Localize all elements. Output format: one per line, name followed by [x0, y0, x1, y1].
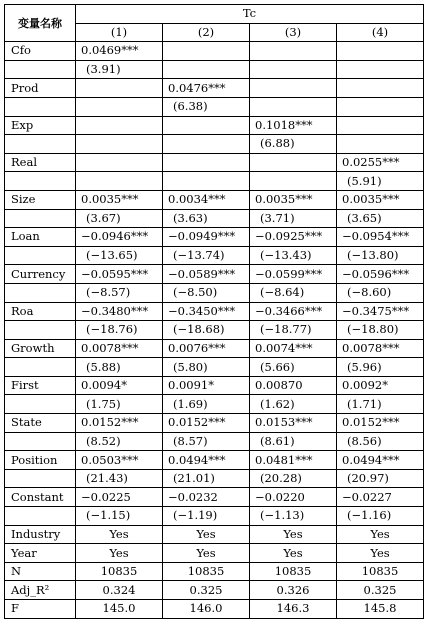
t-statistic-cell: (20.97) — [337, 469, 424, 488]
t-statistic-cell: (−1.15) — [76, 507, 163, 526]
coefficient-cell: 0.0152*** — [163, 414, 250, 433]
t-statistic-cell — [76, 97, 163, 116]
row-label: Industry — [5, 525, 76, 544]
coefficient-cell: −0.0220 — [250, 488, 337, 507]
t-statistic-cell: (8.61) — [250, 432, 337, 451]
t-statistic-cell — [76, 172, 163, 191]
coefficient-cell: 0.1018*** — [250, 116, 337, 135]
table-row — [5, 321, 424, 340]
row-label: Exp — [5, 116, 76, 135]
regression-table — [4, 4, 424, 619]
t-statistic-cell: (−13.65) — [76, 246, 163, 265]
table-row — [5, 172, 424, 191]
row-label: Cfo — [5, 42, 76, 61]
value-cell: 0.326 — [250, 581, 337, 600]
value-cell: Yes — [76, 544, 163, 563]
coefficient-cell: 0.0035*** — [337, 190, 424, 209]
column-header: (3) — [250, 23, 337, 42]
table-row — [5, 525, 424, 544]
t-statistic-cell: (−18.68) — [163, 321, 250, 340]
table-row — [5, 488, 424, 507]
table-row — [5, 469, 424, 488]
coefficient-cell: 0.0074*** — [250, 339, 337, 358]
row-label — [5, 507, 76, 526]
value-cell: Yes — [337, 544, 424, 563]
coefficient-cell: 0.0076*** — [163, 339, 250, 358]
row-label: Roa — [5, 302, 76, 321]
table-row — [5, 600, 424, 619]
header-row-dep-var — [5, 5, 424, 24]
value-cell: 145.8 — [337, 600, 424, 619]
row-label: Currency — [5, 265, 76, 284]
t-statistic-cell: (−18.77) — [250, 321, 337, 340]
coefficient-cell: −0.0232 — [163, 488, 250, 507]
t-statistic-cell: (8.57) — [163, 432, 250, 451]
variable-name-header: 变量名称 — [5, 5, 76, 42]
coefficient-cell: −0.0954*** — [337, 228, 424, 247]
value-cell: Yes — [250, 544, 337, 563]
t-statistic-cell: (3.71) — [250, 209, 337, 228]
row-label: N — [5, 562, 76, 581]
value-cell: 145.0 — [76, 600, 163, 619]
coefficient-cell — [76, 116, 163, 135]
t-statistic-cell: (5.91) — [337, 172, 424, 191]
coefficient-cell: −0.3475*** — [337, 302, 424, 321]
table-row — [5, 451, 424, 470]
t-statistic-cell: (6.88) — [250, 135, 337, 154]
row-label: Growth — [5, 339, 76, 358]
value-cell: Yes — [163, 544, 250, 563]
row-label — [5, 60, 76, 79]
coefficient-cell — [163, 153, 250, 172]
coefficient-cell: −0.0589*** — [163, 265, 250, 284]
coefficient-cell: −0.0949*** — [163, 228, 250, 247]
table-row — [5, 135, 424, 154]
coefficient-cell: 0.0255*** — [337, 153, 424, 172]
table-row — [5, 60, 424, 79]
coefficient-cell: 0.0503*** — [76, 451, 163, 470]
coefficient-cell — [76, 79, 163, 98]
t-statistic-cell: (6.38) — [163, 97, 250, 116]
table-row — [5, 246, 424, 265]
t-statistic-cell: (5.80) — [163, 358, 250, 377]
t-statistic-cell: (5.96) — [337, 358, 424, 377]
coefficient-cell: 0.0092* — [337, 376, 424, 395]
row-label — [5, 283, 76, 302]
t-statistic-cell: (−1.19) — [163, 507, 250, 526]
t-statistic-cell: (1.62) — [250, 395, 337, 414]
table-row — [5, 376, 424, 395]
t-statistic-cell — [250, 60, 337, 79]
table-row — [5, 190, 424, 209]
t-statistic-cell: (−8.64) — [250, 283, 337, 302]
value-cell: 10835 — [250, 562, 337, 581]
table-row — [5, 265, 424, 284]
table-row — [5, 97, 424, 116]
table-row — [5, 395, 424, 414]
row-label: Prod — [5, 79, 76, 98]
coefficient-cell: 0.0034*** — [163, 190, 250, 209]
t-statistic-cell: (5.66) — [250, 358, 337, 377]
row-label — [5, 172, 76, 191]
t-statistic-cell: (−8.50) — [163, 283, 250, 302]
value-cell: 0.325 — [163, 581, 250, 600]
coefficient-cell — [337, 116, 424, 135]
t-statistic-cell: (3.91) — [76, 60, 163, 79]
row-label: Constant — [5, 488, 76, 507]
row-label — [5, 469, 76, 488]
t-statistic-cell — [337, 97, 424, 116]
value-cell: Yes — [337, 525, 424, 544]
coefficient-cell: 0.0476*** — [163, 79, 250, 98]
table-row — [5, 209, 424, 228]
coefficient-cell — [250, 153, 337, 172]
table-row — [5, 432, 424, 451]
coefficient-cell: 0.0078*** — [76, 339, 163, 358]
t-statistic-cell: (−13.80) — [337, 246, 424, 265]
t-statistic-cell: (1.69) — [163, 395, 250, 414]
value-cell: 10835 — [163, 562, 250, 581]
t-statistic-cell — [337, 135, 424, 154]
coefficient-cell: −0.0595*** — [76, 265, 163, 284]
t-statistic-cell — [337, 60, 424, 79]
value-cell: Yes — [250, 525, 337, 544]
t-statistic-cell: (3.67) — [76, 209, 163, 228]
t-statistic-cell: (1.71) — [337, 395, 424, 414]
row-label — [5, 321, 76, 340]
row-label — [5, 135, 76, 154]
coefficient-cell: −0.0925*** — [250, 228, 337, 247]
t-statistic-cell: (−18.76) — [76, 321, 163, 340]
row-label: Size — [5, 190, 76, 209]
coefficient-cell: −0.0596*** — [337, 265, 424, 284]
coefficient-cell: 0.0035*** — [76, 190, 163, 209]
row-label — [5, 209, 76, 228]
coefficient-cell: 0.0152*** — [337, 414, 424, 433]
coefficient-cell: −0.0599*** — [250, 265, 337, 284]
table-row — [5, 79, 424, 98]
value-cell: 146.3 — [250, 600, 337, 619]
coefficient-cell — [163, 116, 250, 135]
t-statistic-cell: (20.28) — [250, 469, 337, 488]
table-row — [5, 544, 424, 563]
t-statistic-cell: (−18.80) — [337, 321, 424, 340]
t-statistic-cell: (−8.60) — [337, 283, 424, 302]
t-statistic-cell: (21.01) — [163, 469, 250, 488]
table-row — [5, 302, 424, 321]
t-statistic-cell: (8.56) — [337, 432, 424, 451]
t-statistic-cell: (5.88) — [76, 358, 163, 377]
t-statistic-cell — [163, 172, 250, 191]
t-statistic-cell — [163, 60, 250, 79]
coefficient-cell: 0.0091* — [163, 376, 250, 395]
coefficient-cell — [163, 42, 250, 61]
coefficient-cell — [337, 42, 424, 61]
t-statistic-cell — [250, 172, 337, 191]
table-row — [5, 507, 424, 526]
row-label: Year — [5, 544, 76, 563]
coefficient-cell: −0.0946*** — [76, 228, 163, 247]
t-statistic-cell — [163, 135, 250, 154]
coefficient-cell: 0.0494*** — [163, 451, 250, 470]
t-statistic-cell: (3.65) — [337, 209, 424, 228]
row-label: Adj_R² — [5, 581, 76, 600]
row-label: State — [5, 414, 76, 433]
value-cell: 146.0 — [163, 600, 250, 619]
table-row — [5, 581, 424, 600]
row-label — [5, 432, 76, 451]
row-label — [5, 246, 76, 265]
coefficient-cell: −0.0225 — [76, 488, 163, 507]
t-statistic-cell: (3.63) — [163, 209, 250, 228]
value-cell: Yes — [163, 525, 250, 544]
value-cell: 10835 — [76, 562, 163, 581]
table-row — [5, 42, 424, 61]
coefficient-cell: −0.3450*** — [163, 302, 250, 321]
table-row — [5, 414, 424, 433]
table-row — [5, 228, 424, 247]
coefficient-cell — [76, 153, 163, 172]
table-row — [5, 153, 424, 172]
coefficient-cell: 0.0078*** — [337, 339, 424, 358]
column-header: (2) — [163, 23, 250, 42]
table-row — [5, 562, 424, 581]
value-cell: 0.325 — [337, 581, 424, 600]
table-row — [5, 116, 424, 135]
coefficient-cell: −0.3466*** — [250, 302, 337, 321]
value-cell: Yes — [76, 525, 163, 544]
t-statistic-cell: (−1.16) — [337, 507, 424, 526]
t-statistic-cell — [76, 135, 163, 154]
t-statistic-cell: (1.75) — [76, 395, 163, 414]
t-statistic-cell: (−13.74) — [163, 246, 250, 265]
coefficient-cell: 0.0094* — [76, 376, 163, 395]
row-label: Real — [5, 153, 76, 172]
coefficient-cell — [250, 42, 337, 61]
row-label — [5, 358, 76, 377]
table-body — [5, 42, 424, 618]
t-statistic-cell: (−1.13) — [250, 507, 337, 526]
table-row — [5, 283, 424, 302]
coefficient-cell: −0.3480*** — [76, 302, 163, 321]
coefficient-cell: 0.0153*** — [250, 414, 337, 433]
row-label: Position — [5, 451, 76, 470]
row-label: F — [5, 600, 76, 619]
coefficient-cell: 0.00870 — [250, 376, 337, 395]
t-statistic-cell: (−8.57) — [76, 283, 163, 302]
coefficient-cell — [337, 79, 424, 98]
coefficient-cell: 0.0494*** — [337, 451, 424, 470]
row-label — [5, 395, 76, 414]
t-statistic-cell: (21.43) — [76, 469, 163, 488]
table-row — [5, 358, 424, 377]
value-cell: 10835 — [337, 562, 424, 581]
dependent-variable-header: Tc — [76, 5, 424, 24]
row-label: Loan — [5, 228, 76, 247]
value-cell: 0.324 — [76, 581, 163, 600]
coefficient-cell: 0.0469*** — [76, 42, 163, 61]
row-label — [5, 97, 76, 116]
coefficient-cell — [250, 79, 337, 98]
column-header: (1) — [76, 23, 163, 42]
coefficient-cell: −0.0227 — [337, 488, 424, 507]
row-label: First — [5, 376, 76, 395]
t-statistic-cell: (−13.43) — [250, 246, 337, 265]
coefficient-cell: 0.0035*** — [250, 190, 337, 209]
column-header: (4) — [337, 23, 424, 42]
t-statistic-cell — [250, 97, 337, 116]
coefficient-cell: 0.0481*** — [250, 451, 337, 470]
coefficient-cell: 0.0152*** — [76, 414, 163, 433]
table-row — [5, 339, 424, 358]
t-statistic-cell: (8.52) — [76, 432, 163, 451]
